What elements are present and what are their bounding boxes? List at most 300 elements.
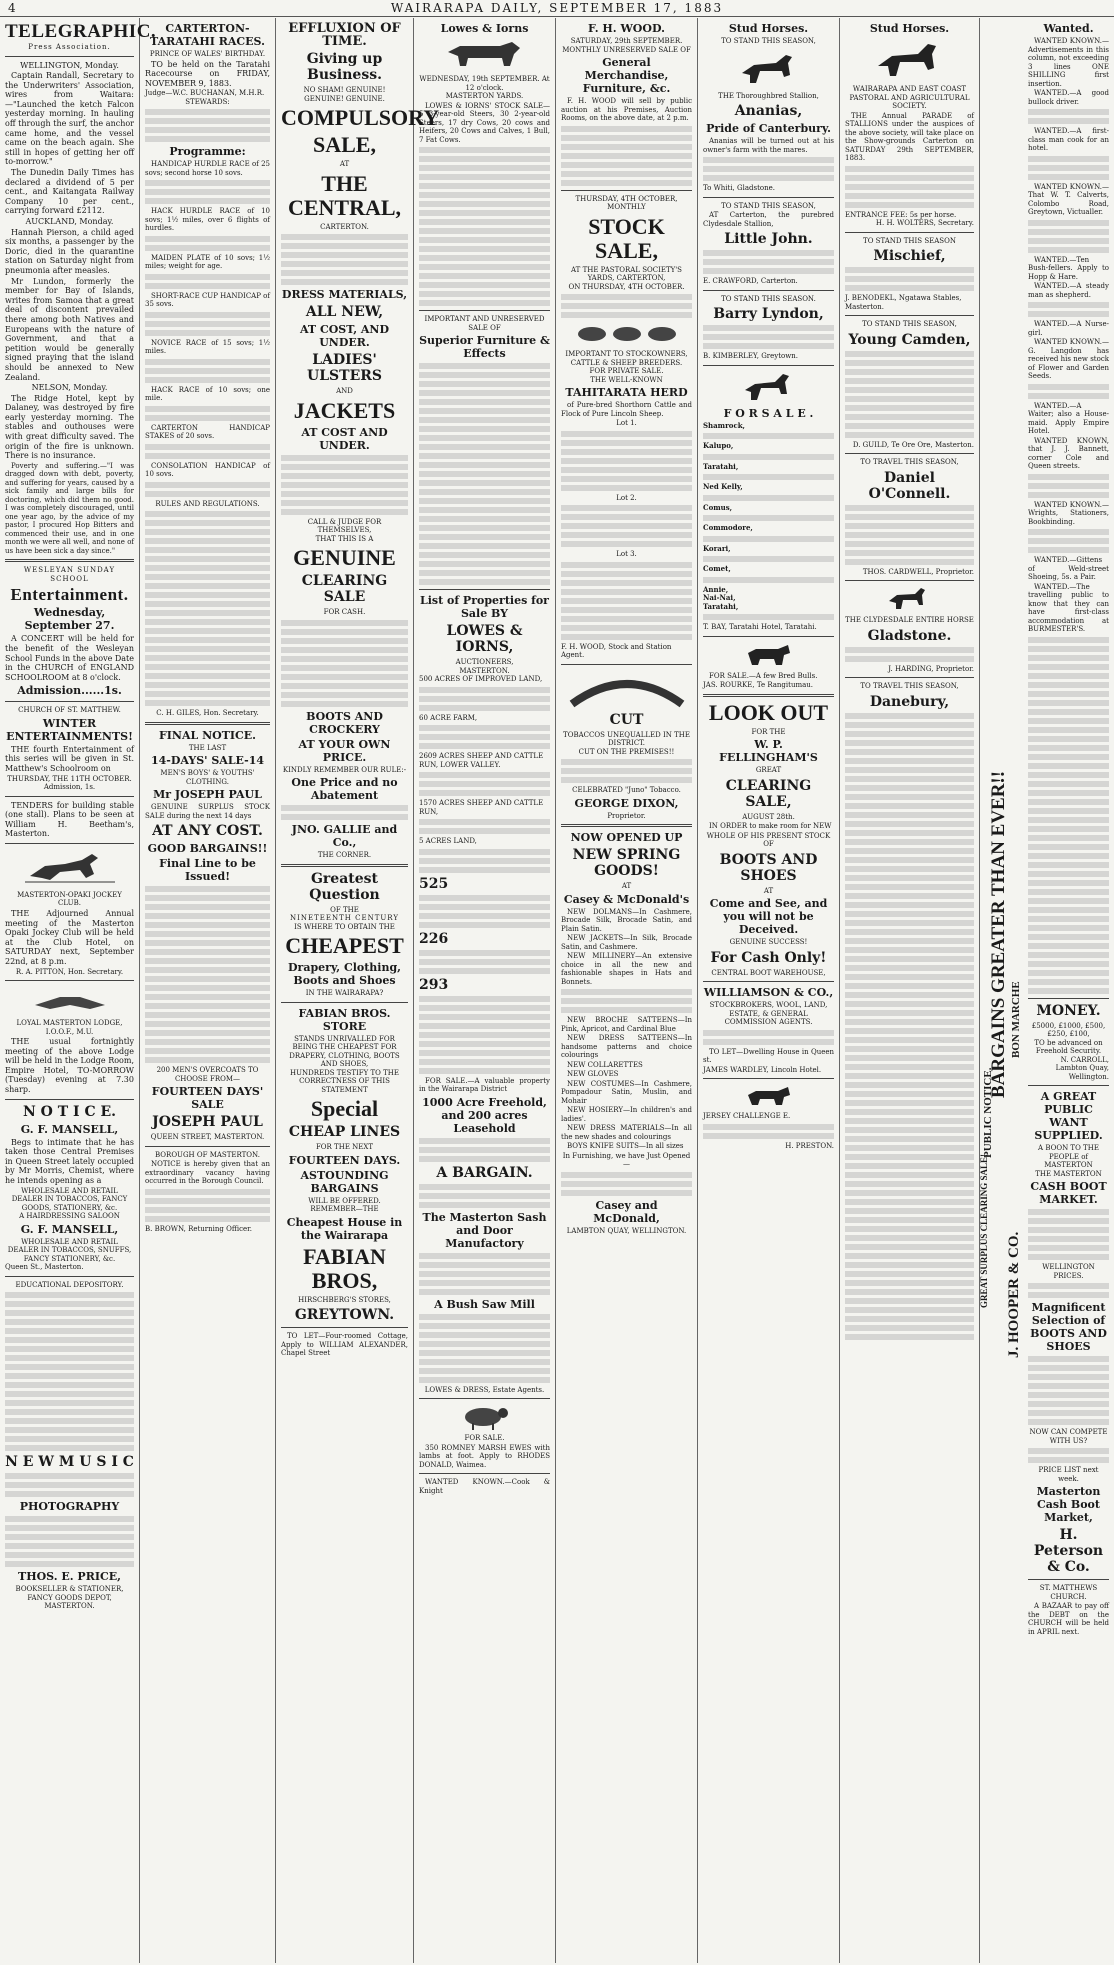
kindly-remember: KINDLY REMEMBER OUR RULE:- bbox=[282, 765, 407, 774]
winter-text: THE fourth Entertainment of this series will be given in St. Matthew's Schoolroom on bbox=[5, 744, 134, 773]
new-millinery: NEW MILLINERY—An extensive choice in all the new and fashionable shapes in Hats and Bonnets. bbox=[561, 952, 692, 986]
new-gloves: NEW GLOVES bbox=[567, 1070, 619, 1078]
money-lend: TO be advanced on Freehold Security. bbox=[1034, 1038, 1103, 1055]
newspaper-columns bbox=[0, 18, 1114, 1963]
fourteen-days: FOURTEEN DAYS. bbox=[288, 1153, 401, 1167]
to-let-cottage: TO LET—Four-roomed Cottage, Apply to WILLIAM ALEXANDER, Chapel Street bbox=[281, 1332, 408, 1357]
boon: A BOON TO THE PEOPLE of MASTERTON bbox=[1038, 1144, 1099, 1169]
important-sale: IMPORTANT AND UNRESERVED SALE OF bbox=[424, 315, 545, 332]
price-list: PRICE LIST next week. bbox=[1038, 1466, 1099, 1483]
carterton: CARTERTON. bbox=[320, 222, 369, 231]
stallion-icon bbox=[734, 49, 804, 89]
clydesdale-icon bbox=[885, 585, 935, 613]
programme-heading: Programme: bbox=[169, 145, 246, 159]
stand-season-2: TO STAND THIS SEASON, bbox=[721, 201, 816, 210]
casey-mcdonald-2: Casey and McDonald, bbox=[593, 1198, 660, 1225]
mansell-wholesale: WHOLESALE AND RETAIL DEALER IN TOBACCOS, FANCY GOODS, STATIONERY, &c. bbox=[11, 1186, 128, 1212]
new-satteens: NEW BROCHE SATTEENS—In Pink, Apricot, and Cardinal Blue bbox=[561, 1016, 692, 1033]
wanted-11: WANTED KNOWN.—Wrights, Stationers, Bookbinding. bbox=[1028, 500, 1109, 526]
kimberley: B. KIMBERLEY, Greytown. bbox=[703, 352, 798, 360]
peterson: H. Peterson & Co. bbox=[1033, 1527, 1104, 1575]
at-cost: AT COST, AND UNDER. bbox=[300, 323, 389, 349]
race-2: HACK HURDLE RACE of 10 sovs; 1½ miles, over 6 flights of hurdles. bbox=[145, 207, 270, 233]
wanted-cook-knight: WANTED KNOWN.—Cook & Knight bbox=[419, 1478, 550, 1495]
acres-525: 525 bbox=[419, 875, 449, 892]
lowes-iorns-name: LOWES & IORNS, bbox=[446, 623, 523, 655]
whiti-gladstone: To Whiti, Gladstone. bbox=[703, 184, 775, 192]
winter-entertainments: WINTER ENTERTAINMENTS! bbox=[6, 716, 133, 743]
joseph-paul: Mr JOSEPH PAUL bbox=[153, 788, 262, 802]
article-p6: Poverty and suffering.—"I was dragged down with debt, poverty, and suffering for years, caused by a sick family and large bills for doctoring, which did them no good. I was completely discouraged, until one year ago, by the advice of my pastor, I procured Hop Bitters and commenced their use, and in one month we were all well, and none of us have been sick a day since." bbox=[5, 461, 134, 555]
for-the: FOR THE bbox=[751, 727, 786, 736]
article-p1: Captain Randall, Secretary to the Underwriters' Association, wires from Waitara:—"Launched the ketch Falcon yesterday morning. In hauling off through the surf, the anchor came home, and the vessel came on the beach again. She still in hopes of getting her off to-morrow." bbox=[5, 71, 134, 167]
educational-depository: EDUCATIONAL DEPOSITORY. bbox=[15, 1280, 124, 1289]
races-judge: Judge—W.C. BUCHANAN, M.H.R. bbox=[145, 89, 265, 98]
one-price: One Price and no Abatement bbox=[291, 776, 398, 802]
lodge-text: THE usual fortnightly meeting of the above Lodge will be held in the Lodge Room, Empire Hotel, TO-MORROW (Tuesday) evening at 7.30 sharp. bbox=[5, 1037, 134, 1094]
list-of-properties: List of Properties for Sale BY bbox=[420, 594, 549, 620]
clydesdale-entire: THE CLYDESDALE ENTIRE HORSE bbox=[845, 616, 974, 624]
money-amounts: £5000, £1000, £500, £250, £100, bbox=[1031, 1021, 1106, 1038]
dress-materials: DRESS MATERIALS, bbox=[281, 288, 408, 301]
acres-2609: 2609 ACRES SHEEP AND CATTLE RUN, LOWER VALLEY. bbox=[419, 752, 544, 769]
show-horse-icon bbox=[870, 38, 950, 82]
photography-heading: PHOTOGRAPHY bbox=[19, 1500, 120, 1514]
benodekl: J. BENODEKL, Ngatawa Stables, Masterton. bbox=[845, 294, 962, 311]
dixon-proprietor: Proprietor. bbox=[607, 811, 646, 820]
wanted-10: WANTED KNOWN, that J. J. Bannett, corner Cole and Queen streets. bbox=[1028, 436, 1109, 470]
where-to-obtain: IS WHERE TO OBTAIN THE bbox=[294, 922, 395, 931]
fabian-bros: FABIAN BROS, bbox=[303, 1243, 386, 1293]
jockey-club-text: THE Adjourned Annual meeting of the Masterton Opaki Jockey Club will be held at the Club Hotel, on SATURDAY next, September 22nd, at 8 p.m. bbox=[5, 908, 134, 966]
the-last: THE LAST bbox=[188, 743, 227, 752]
mansell-name: G. F. MANSELL, bbox=[20, 1122, 119, 1136]
travel-season-1: TO TRAVEL THIS SEASON, bbox=[860, 458, 959, 466]
whole-stock: WHOLE OF HIS PRESENT STOCK OF bbox=[706, 831, 831, 848]
little-john: Little John. bbox=[724, 231, 813, 247]
at-casey: AT bbox=[621, 882, 632, 890]
august-28: AUGUST 28th. bbox=[742, 812, 795, 821]
new-hosiery: NEW HOSIERY—In children's and ladies'. bbox=[561, 1106, 692, 1123]
horse-nai-nai: Nai-Nai, bbox=[703, 593, 736, 602]
telegraphic-title: TELEGRAPHIC. bbox=[5, 21, 157, 42]
vertical-hooper: J. HOOPER & CO. bbox=[1006, 1231, 1022, 1358]
daniel-oconnell: Daniel O'Connell. bbox=[868, 469, 951, 502]
auctioneers: AUCTIONEERS, bbox=[455, 658, 514, 666]
look-out: LOOK OUT bbox=[708, 699, 829, 725]
races-title: CARTERTON-TARATAHI RACES. bbox=[150, 22, 265, 48]
cheap-lines: CHEAP LINES bbox=[288, 1124, 401, 1140]
bazaar: A BAZAAR to pay off the DEBT on the CHURCH will be held in APRIL next. bbox=[1028, 1602, 1109, 1636]
genuine-big: GENUINE bbox=[293, 545, 396, 570]
new-collarettes: NEW COLLARETTES bbox=[567, 1060, 643, 1069]
wanted-1: WANTED KNOWN.—Advertisements in this column, not exceeding 3 lines ONE SHILLING first insertion. bbox=[1028, 37, 1109, 88]
wanted-12: WANTED.—Gittens of Weld-street Shoeing, 5s. a Pair. bbox=[1028, 556, 1109, 581]
acres-60: 60 ACRE FARM, bbox=[419, 713, 478, 722]
a-bargain: A BARGAIN. bbox=[436, 1164, 533, 1181]
lowes-estate-agents: LOWES & DRESS, Estate Agents. bbox=[424, 1385, 545, 1394]
ananias-text: Ananias will be turned out at his owner's farm with the mares. bbox=[703, 137, 834, 154]
greatest-question: Greatest Question bbox=[309, 870, 380, 903]
for-the-next: FOR THE NEXT bbox=[315, 1143, 374, 1151]
fellingham: W. P. FELLINGHAM'S bbox=[719, 738, 818, 764]
romney-ewes: 350 ROMNEY MARSH EWES with lambs at foot. Apply to RHODES DONALD, Waimea. bbox=[419, 1443, 550, 1469]
race-1: HANDICAP HURDLE RACE of 25 sovs; second horse 10 sovs. bbox=[145, 160, 270, 177]
new-dress-materials: NEW DRESS MATERIALS—In all the new shades and colourings bbox=[561, 1124, 692, 1141]
handshake-icon bbox=[30, 985, 110, 1015]
clearing-sale-2: CLEARING SALE, bbox=[725, 777, 812, 810]
the-masterton: THE MASTERTON bbox=[1035, 1169, 1102, 1178]
in-order: IN ORDER to make room for NEW bbox=[709, 822, 832, 830]
money-heading: MONEY. bbox=[1036, 1002, 1101, 1019]
racehorse-icon bbox=[20, 848, 120, 888]
general-merchandise: General Merchandise, Furniture, &c. bbox=[582, 56, 671, 95]
now-opened: NOW OPENED UP bbox=[570, 831, 683, 844]
races-subtitle: PRINCE OF WALES' BIRTHDAY. bbox=[149, 50, 266, 58]
carroll: N. CARROLL, Lambton Quay, Wellington. bbox=[1055, 1055, 1109, 1081]
lowes-header: Lowes & Iorns bbox=[440, 22, 529, 35]
joseph-paul-2: JOSEPH PAUL bbox=[152, 1114, 263, 1131]
george-dixon: GEORGE DIXON, bbox=[574, 796, 679, 810]
entrance-fee: ENTRANCE FEE: 5s per horse. bbox=[845, 210, 957, 219]
clearing-sale: CLEARING SALE bbox=[301, 573, 388, 605]
greytown: GREYTOWN. bbox=[294, 1307, 395, 1323]
column-fhwood bbox=[556, 18, 698, 1963]
lowes-date: WEDNESDAY, 19th SEPTEMBER. At 12 o'clock. bbox=[419, 75, 550, 92]
final-notice: FINAL NOTICE. bbox=[158, 728, 257, 742]
magnificent-selection: Magnificent Selection of BOOTS AND SHOES bbox=[1030, 1301, 1107, 1353]
at-carterton: AT Carterton, the purebred Clydesdale Stallion, bbox=[703, 211, 834, 228]
fhwood-signature: F. H. WOOD, Stock and Station Agent. bbox=[561, 642, 672, 659]
mansell-name-2: G. F. MANSELL, bbox=[20, 1222, 119, 1236]
pastoral-society: WAIRARAPA AND EAST COAST PASTORAL AND AGRICULTURAL SOCIETY. bbox=[849, 85, 970, 110]
dateline-nelson: NELSON, Monday. bbox=[31, 383, 108, 393]
travel-season-2: TO TRAVEL THIS SEASON, bbox=[860, 682, 959, 690]
concert-text: A CONCERT will be held for the benefit of the Wesleyan School Funds in the above Date in the CHURCH of ENGLAND SCHOOLROOM at 8 o'clock. bbox=[5, 634, 135, 682]
tobaccos: TOBACCOS UNEQUALLED IN THE DISTRICT. bbox=[563, 730, 690, 747]
at: AT bbox=[339, 160, 350, 168]
cattle-icon bbox=[440, 38, 530, 72]
to-let-dwelling: TO LET—Dwelling House in Queen st. bbox=[703, 1047, 834, 1064]
boys-suits: BOYS KNIFE SUITS—In all sizes bbox=[567, 1142, 684, 1150]
race-8: CONSOLATION HANDICAP of 10 sovs. bbox=[145, 461, 270, 479]
price-name: THOS. E. PRICE, bbox=[18, 1570, 121, 1584]
in-the-wairarapa: IN THE WAIRARAPA? bbox=[305, 989, 384, 997]
borough-heading: BOROUGH OF MASTERTON. bbox=[155, 1150, 260, 1159]
special: Special bbox=[310, 1096, 379, 1121]
hirschbergs: HIRSCHBERG'S STORES, bbox=[298, 1295, 391, 1304]
stand-season-5: TO STAND THIS SEASON, bbox=[862, 320, 957, 328]
well-known: THE WELL-KNOWN bbox=[590, 375, 663, 384]
new-spring-goods: NEW SPRING GOODS! bbox=[572, 847, 681, 879]
horse-taratahi: Taratahi, bbox=[703, 461, 739, 471]
column-wanted bbox=[980, 18, 1114, 1963]
lot-2: Lot 2. bbox=[616, 493, 637, 502]
new-music: N E W M U S I C bbox=[5, 1454, 134, 1471]
notice-heading: N O T I C E. bbox=[22, 1103, 117, 1120]
wanted-9: WANTED.—A Waiter; also a House-maid. Apply Empire Hotel. bbox=[1028, 401, 1109, 435]
livestock-icon bbox=[572, 321, 682, 347]
horse-korari: Korari, bbox=[703, 543, 731, 553]
wanted-3: WANTED.—A first-class man cook for an hotel. bbox=[1028, 127, 1109, 152]
stud-horses-header: Stud Horses. bbox=[728, 22, 809, 35]
and: AND bbox=[336, 387, 353, 395]
dateline-auckland: AUCKLAND, Monday. bbox=[25, 217, 114, 226]
bred-bulls: FOR SALE.—A few Bred Bulls. bbox=[709, 671, 818, 680]
cut-premises: CUT ON THE PREMISES!! bbox=[578, 747, 675, 756]
new-dolmans: NEW DOLMANS—In Cashmere, Brocade Silk, Brocade Satin, and Plain Satin. bbox=[561, 907, 692, 933]
fourteen-days-sale: 14-DAYS' SALE-14 bbox=[150, 754, 265, 768]
horse-commodore: Commodore, bbox=[703, 523, 753, 532]
acres-5: 5 ACRES LAND, bbox=[419, 837, 477, 845]
borough-notice: NOTICE is hereby given that an extraordinary vacancy having occurred in the Borough Council. bbox=[145, 1160, 270, 1186]
compulsory: COMPULSORY bbox=[281, 105, 440, 130]
acres-226: 226 bbox=[419, 930, 449, 947]
monthly-unreserved: MONTHLY UNRESERVED SALE OF bbox=[562, 45, 691, 54]
stockbrokers: STOCKBROKERS, WOOL, LAND, ESTATE, & GENERAL COMMISSION AGENTS. bbox=[709, 1001, 828, 1026]
jockey-secretary: R. A. PITTON, Hon. Secretary. bbox=[15, 967, 124, 976]
thoroughbred-stallion: THE Thoroughbred Stallion, bbox=[718, 91, 819, 100]
column-telegraphic bbox=[0, 18, 157, 1963]
guild: D. GUILD, Te Ore Ore, Masterton. bbox=[852, 440, 974, 449]
masthead-title: WAIRARAPA DAILY, SEPTEMBER 17, 1883 bbox=[390, 1, 724, 15]
lowes-stock-list: LOWES & IORNS' STOCK SALE— 5 3-year-old Steers, 30 2-year-old Steers, 17 dry Cows, 20 cows and Heifers, 20 Cows and Calves, 1 Bull, 7 Fat Cows. bbox=[419, 101, 550, 144]
boots-shoes: BOOTS AND SHOES bbox=[719, 851, 818, 884]
lot-1: Lot 1. bbox=[616, 419, 637, 427]
article-p4: Mr Lundon, formerly the member for Bay of Islands, writes from Samoa that a great deal of discontent prevailed there among both Natives and Europeans with the nature of Government, and that a petition would be generally signed praying that the island should be annexed to New Zealand. bbox=[5, 276, 134, 382]
rules-heading: RULES AND REGULATIONS. bbox=[155, 499, 260, 508]
effluxion-title: EFFLUXION OF TIME. bbox=[288, 21, 401, 49]
nineteenth-century: NINETEENTH CENTURY bbox=[290, 914, 399, 922]
public-want: A GREAT PUBLIC WANT SUPPLIED. bbox=[1034, 1090, 1103, 1142]
cheapest-house: Cheapest House in the Wairarapa bbox=[286, 1215, 403, 1242]
horse-small-icon bbox=[739, 370, 799, 404]
tenders-text: TENDERS for building stable (one stall). Plans to be seen at William H. Beetham's, Masterton. bbox=[5, 800, 134, 839]
acres-500: 500 ACRES OF IMPROVED LAND, bbox=[419, 675, 543, 683]
for-sale-sheep: FOR SALE. bbox=[464, 1434, 505, 1442]
horse-comus: Comus, bbox=[703, 502, 733, 512]
column-stud-horses-2 bbox=[840, 18, 980, 1963]
sheep-icon bbox=[455, 1403, 515, 1431]
surplus-stock: GENUINE SURPLUS STOCK SALE during the next 14 days bbox=[145, 803, 270, 820]
church-heading: CHURCH OF ST. MATTHEW. bbox=[18, 706, 121, 715]
races-intro: TO be held on the Taratahi Racecourse on FRIDAY, NOVEMBER 9, 1883. bbox=[145, 59, 270, 88]
call-and-judge: CALL & JUDGE FOR THEMSELVES, bbox=[307, 517, 382, 534]
sash-door: The Masterton Sash and Door Manufactory bbox=[422, 1210, 547, 1250]
horse-shamrock: Shamrock, bbox=[703, 420, 745, 430]
fhwood-text: F. H. WOOD will sell by public auction at his Premises, Auction Rooms, on the above date, at 2 p.m. bbox=[561, 97, 692, 122]
wellington-prices: WELLINGTON PRICES. bbox=[1042, 1263, 1095, 1280]
article-p5: The Ridge Hotel, kept by Dalaney, was destroyed by fire early yesterday morning. The stables and outhouses were with great difficulty saved. The origin of the fire is unknown. There is no insurance. bbox=[5, 393, 134, 461]
jersey-challenge: JERSEY CHALLENGE E. bbox=[703, 1112, 791, 1120]
arched-banner-icon bbox=[567, 669, 687, 709]
st-matthews: ST. MATTHEWS CHURCH. bbox=[1039, 1584, 1098, 1601]
stand-season-4: TO STAND THIS SEASON bbox=[863, 236, 956, 245]
wanted-7: WANTED.—A Nurse-girl. bbox=[1028, 320, 1109, 337]
article-p3: Hannah Pierson, a child aged six months, a passenger by the Doric, died in the quarantine station on Saturday night from pneumonia after measles. bbox=[5, 227, 134, 275]
vertical-surplus-sale: GREAT SURPLUS CLEARING SALE! bbox=[979, 1154, 989, 1308]
remember-the: REMEMBER—THE bbox=[310, 1205, 379, 1213]
the-corner: THE CORNER. bbox=[317, 851, 372, 859]
ananias: Ananias, bbox=[734, 103, 803, 119]
boots-crockery: BOOTS AND CROCKERY bbox=[306, 709, 383, 736]
astounding-bargains: ASTOUNDING BARGAINS bbox=[300, 1168, 389, 1195]
crawford: E. CRAWFORD, Carterton. bbox=[703, 277, 798, 285]
page-number: 4 bbox=[8, 1, 18, 15]
own-price: AT YOUR OWN PRICE. bbox=[298, 737, 391, 764]
final-line: Final Line to be Issued! bbox=[159, 857, 256, 884]
barry-lyndon: Barry Lyndon, bbox=[713, 306, 824, 322]
mansell-address: Queen St., Masterton. bbox=[5, 1263, 84, 1272]
casey-mcdonald: Casey & McDonald's bbox=[563, 892, 690, 906]
stand-season-1: TO STAND THIS SEASON, bbox=[721, 37, 816, 45]
column-lowes-iorns bbox=[414, 18, 556, 1963]
come-and-see: Come and See, and you will not be Deceived. bbox=[709, 897, 828, 936]
ladies-ulsters: LADIES' ULSTERS bbox=[307, 352, 382, 384]
horse-kalupo: Kalupo, bbox=[703, 441, 734, 450]
that-this-is: THAT THIS IS A bbox=[315, 534, 374, 543]
entertainment-date: Wednesday, September 27. bbox=[24, 606, 115, 633]
freehold-acres: 1000 Acre Freehold, and 200 acres Leasehold bbox=[422, 1095, 547, 1135]
wanted-4: WANTED KNOWN.—That W. T. Calverts, Colombo Road, Greytown, Victualler. bbox=[1028, 182, 1109, 216]
cut: CUT bbox=[609, 711, 644, 728]
horse-ned-kelly: Ned Kelly, bbox=[703, 482, 743, 491]
vertical-bargains: BARGAINS GREATER THAN EVER!! bbox=[988, 770, 1009, 1098]
jockey-club-heading: MASTERTON-OPAKI JOCKEY CLUB. bbox=[17, 890, 122, 908]
now-can-compete: NOW CAN COMPETE WITH US? bbox=[1029, 1428, 1108, 1445]
giving-up-business: Giving up Business. bbox=[306, 51, 383, 83]
race-4: SHORT-RACE CUP HANDICAP of 35 sovs. bbox=[145, 291, 270, 309]
parade-text: THE Annual PARADE of STALLIONS under the auspices of the above society, will take place on the Show-grounds Carterton on SATURDAY 29th SEPTEMBER, 1883. bbox=[845, 111, 974, 162]
new-costumes: NEW COSTUMES—In Cashmere, Pompadour Satin, Muslin, and Mohair bbox=[561, 1079, 692, 1105]
acres-293: 293 bbox=[419, 976, 449, 993]
of-the: OF THE bbox=[330, 905, 359, 914]
masthead bbox=[0, 0, 1114, 17]
fourteen-days-sale-2: FOURTEEN DAYS' SALE bbox=[151, 1085, 264, 1112]
race-6: HACK RACE of 10 sovs; one mile. bbox=[145, 385, 270, 403]
column-races bbox=[140, 18, 276, 1963]
furnishing: In Furnishing, we have Just Opened— bbox=[562, 1151, 691, 1168]
paul-address: QUEEN STREET, MASTERTON. bbox=[150, 1133, 265, 1142]
williamson: WILLIAMSON & CO., bbox=[703, 986, 834, 999]
good-bargains: GOOD BARGAINS!! bbox=[147, 842, 268, 856]
wanted-header: Wanted. bbox=[1043, 22, 1094, 35]
horse-taratahi-2: Taratahi, bbox=[703, 601, 739, 611]
race-7: CARTERTON HANDICAP STAKES of 20 sovs. bbox=[145, 423, 270, 441]
winter-admission: Admission, 1s. bbox=[43, 783, 96, 792]
mens-clothing: MEN'S BOYS' & YOUTHS' CLOTHING. bbox=[160, 769, 255, 786]
drapery: Drapery, Clothing, Boots and Shoes bbox=[288, 961, 401, 987]
oct-4: ON THURSDAY, 4TH OCTOBER. bbox=[568, 282, 685, 291]
t-bay: T. BAY, Taratahi Hotel, Taratahi. bbox=[703, 623, 817, 631]
pride-of-canterbury: Pride of Canterbury. bbox=[706, 122, 831, 135]
mansell-wholesale-2: WHOLESALE AND RETAIL DEALER IN TOBACCOS, SNUFFS, FANCY STATIONERY, &c. bbox=[7, 1237, 132, 1263]
press-association: Press Association. bbox=[28, 43, 111, 51]
monthly: MONTHLY bbox=[607, 203, 646, 211]
stands-unrivalled: STANDS UNRIVALLED FOR BEING THE CHEAPEST FOR bbox=[292, 1034, 397, 1051]
mischief: Mischief, bbox=[873, 248, 946, 264]
at-cost-2: AT COST AND UNDER. bbox=[301, 425, 388, 452]
overcoats: 200 MEN'S OVERCOATS TO CHOOSE FROM— bbox=[156, 1066, 259, 1083]
young-camden: Young Camden, bbox=[848, 331, 971, 348]
wanted-13: WANTED.—The travelling public to know that they can have first-class accommodation at BURMESTER'S. bbox=[1028, 582, 1109, 633]
races-secretary: C. H. GILES, Hon. Secretary. bbox=[156, 709, 259, 718]
lambton-quay: LAMBTON QUAY, WELLINGTON. bbox=[566, 1226, 687, 1235]
fhwood-date: SATURDAY, 29th SEPTEMBER. bbox=[570, 37, 683, 45]
wanted-2: WANTED.—A good bullock driver. bbox=[1028, 89, 1109, 106]
private-sale: FOR PRIVATE SALE. bbox=[589, 367, 664, 375]
at-prices: AT bbox=[763, 886, 774, 895]
mansell-hair: A HAIRDRESSING SALOON bbox=[19, 1212, 120, 1221]
wolters: H. H. WOLTERS, Secretary. bbox=[875, 219, 974, 227]
will-be-offered: WILL BE OFFERED. bbox=[308, 1196, 381, 1205]
admission: Admission......1s. bbox=[17, 684, 122, 698]
fabian-store: FABIAN BROS. STORE bbox=[298, 1006, 391, 1033]
lowes-masterton: MASTERTON. bbox=[459, 666, 510, 675]
gladstone-horse: Gladstone. bbox=[867, 627, 952, 644]
mansell-text: Begs to intimate that he has taken those Central Premises in Queen Street lately occupied by Mr Morris, Chemist, where he intends opening as a bbox=[5, 1137, 134, 1185]
stud-horses-header-2: Stud Horses. bbox=[869, 22, 950, 35]
superior-furniture: Superior Furniture & Effects bbox=[419, 334, 550, 360]
new-dress-satteens: NEW DRESS SATTEENS—In handsome patterns and choice colourings bbox=[561, 1034, 692, 1059]
wesleyan-heading: WESLEYAN SUNDAY SCHOOL bbox=[23, 566, 116, 583]
central-boot: CENTRAL BOOT WAREHOUSE, bbox=[711, 968, 826, 977]
cheapest: CHEAPEST bbox=[285, 933, 404, 958]
acres-1570: 1570 ACRES SHEEP AND CATTLE RUN, bbox=[419, 799, 544, 816]
genuine-line: GENUINE! GENUINE. bbox=[304, 94, 385, 103]
gallie: JNO. GALLIE and Co., bbox=[291, 823, 398, 849]
shorthorn-text: of Pure-bred Shorthorn Cattle and Flock of Pure Lincoln Sheep. bbox=[561, 401, 692, 418]
for-sale-horses: F O R S A L E . bbox=[723, 406, 814, 420]
wanted-8: WANTED KNOWN.—G. Langdon has received his new stock of Flower and Garden Seeds. bbox=[1028, 338, 1109, 380]
lodge-heading: LOYAL MASTERTON LODGE, I.O.O.F., M.U. bbox=[16, 1019, 123, 1036]
horse-comet: Comet, bbox=[703, 564, 731, 573]
thursday-oct: THURSDAY, 4TH OCTOBER, bbox=[575, 194, 678, 203]
vertical-public-notice: PUBLIC NOTICE. bbox=[982, 1067, 994, 1158]
wanted-5: WANTED.—Ten Bush-fellers. Apply to Hopp & Hare. bbox=[1028, 255, 1109, 281]
cash-boot-market: CASH BOOT MARKET. bbox=[1030, 1180, 1107, 1206]
dateline-wellington: WELLINGTON, Monday. bbox=[20, 60, 119, 70]
danebury: Danebury, bbox=[869, 693, 950, 710]
genuine-success: GENUINE SUCCESS! bbox=[729, 938, 808, 946]
bull-icon bbox=[744, 641, 794, 669]
for-cash: FOR CASH. bbox=[323, 608, 366, 616]
juno-tobacco: CELEBRATED "Juno" Tobacco. bbox=[572, 786, 681, 794]
vertical-bon-marche: BON MARCHE bbox=[1010, 981, 1022, 1058]
important-stockowners: IMPORTANT TO STOCKOWNERS, CATTLE & SHEEP BREEDERS. bbox=[565, 350, 688, 367]
fhwood-header: F. H. WOOD. bbox=[588, 22, 665, 35]
rourke: JAS. ROURKE, Te Rangitumau. bbox=[703, 681, 814, 689]
at-any-cost: AT ANY COST. bbox=[152, 823, 263, 840]
all-new: ALL NEW, bbox=[305, 304, 384, 320]
wairarapa-property: FOR SALE.—A valuable property in the Wairarapa District bbox=[419, 1076, 550, 1093]
new-jackets: NEW JACKETS—In Silk, Brocade Satin, and Cashmere. bbox=[561, 934, 692, 951]
race-5: NOVICE RACE of 15 sovs; 1½ miles. bbox=[145, 338, 270, 356]
lot-3: Lot 3. bbox=[616, 550, 637, 558]
stand-season-3: TO STAND THIS SEASON. bbox=[721, 294, 816, 303]
column-stud-horses-1 bbox=[698, 18, 840, 1963]
harding: J. HARDING, Proprietor. bbox=[888, 664, 974, 673]
for-cash-only: For Cash Only! bbox=[710, 949, 827, 966]
entertainment-title: Entertainment. bbox=[10, 585, 129, 605]
bush-saw-mill: A Bush Saw Mill bbox=[434, 1297, 535, 1311]
horse-annie: Annie, bbox=[703, 584, 729, 594]
wardley: JAMES WARDLEY, Lincoln Hotel. bbox=[703, 1065, 822, 1074]
the-central: THE CENTRAL, bbox=[287, 170, 402, 220]
masterton-yards: MASTERTON YARDS. bbox=[445, 92, 524, 100]
winter-date: THURSDAY, THE 11TH OCTOBER. bbox=[7, 774, 132, 783]
races-stewards: STEWARDS: bbox=[185, 97, 230, 106]
